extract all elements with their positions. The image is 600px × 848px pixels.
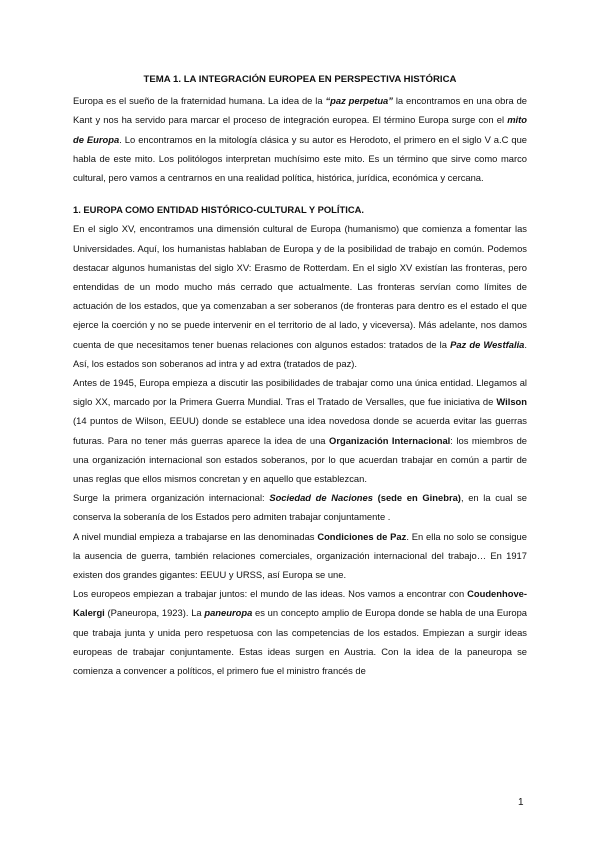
p1-paz-de-westfalia: Paz de Westfalia — [450, 338, 525, 350]
p2-wilson: Wilson — [496, 396, 527, 408]
p5-paneuropa: paneuropa — [204, 607, 253, 619]
p5-text-1: Los europeos empiezan a trabajar juntos: el mundo de las ideas. Nos vamos a encontrar con — [73, 588, 468, 600]
p3-sede-ginebra: (sede en Ginebra) — [377, 492, 461, 504]
p4-text-3: . En ella no solo se consigue la ausencia de guerra, también relaciones comerciales, organización internacional del trabajo… En 1917 existen dos grandes gigantes: EEUU y URSS, así Europa se une. — [73, 530, 527, 581]
section-heading: 1. EUROPA COMO ENTIDAD HISTÓRICO-CULTURAL Y POLÍTICA. — [73, 204, 364, 216]
paragraph-sociedad-naciones — [73, 488, 527, 526]
p5-text-5: es un concepto amplio de Europa donde se habla de una Europa que trabaja junta y unida pero respetuosa con las competencias de los estados. Empiezan a surgir ideas europeas de trabajar conjuntamente. Estas ideas surgen en Austria. Con la idea de la paneuropa se comienza a convencer a políticos, el primero fue el ministro francés de — [73, 607, 527, 677]
intro-paragraph — [73, 91, 527, 187]
paragraph-condiciones-paz — [73, 527, 527, 585]
paragraph-paneuropa — [73, 584, 527, 680]
p3-sociedad-de-naciones: Sociedad de Naciones — [269, 492, 373, 504]
intro-mito-de-europa: mito de Europa — [73, 114, 527, 145]
p2-text-5: : los miembros de una organización internacional son estados soberanos, por lo que acuerdan trabajar en común a partir de unas reglas que ellos mismos concretan y en aquello que establezcan. — [73, 434, 528, 485]
intro-text-1: Europa es el sueño de la fraternidad humana. La idea de la — [73, 95, 326, 107]
p2-text-1: Antes de 1945, Europa empieza a discutir las posibilidades de trabajar como una única entidad. Llegamos al siglo XX, marcado por la Primera Guerra Mundial. Tras el Tratado de Versalles, que fue iniciativa de — [73, 377, 527, 408]
p3-text-1: Surge la primera organización internacional: — [73, 492, 270, 504]
p2-text-3: (14 puntos de Wilson, EEUU) donde se establece una idea novedosa donde se acuerda evitar las guerras futuras. Para no tener más guerras aparece la idea de una — [73, 415, 527, 446]
p1-text-3: . Así, los estados son soberanos ad intra y ad extra (tratados de paz). — [73, 338, 527, 369]
paragraph-1945 — [73, 373, 527, 488]
paragraph-humanismo — [73, 219, 527, 373]
p4-condiciones-de-paz: Condiciones de Paz — [317, 530, 407, 542]
intro-text-5: . Lo encontramos en la mitología clásica y su autor es Herodoto, el primero en el siglo V a.C que habla de este mito. Los politólogos interpretan muchísimo este mito. Es un término que sirve como marco cultural, pero vamos a centrarnos en una realidad política, histórica, jurídica, económica y cercana. — [73, 133, 528, 184]
p1-text-1: En el siglo XV, encontramos una dimensión cultural de Europa (humanismo) que comienza a fomentar las Universidades. Aquí, los humanistas hablaban de Europa y de la posibilidad de trabajo en común. Podemos destacar algunos humanistas del siglo XV: Erasmo de Rotterdam. En el siglo XV existían las fronteras, pero entendidas de un modo mucho más cerrado que actualmente. Las fronteras servían como límites de actuación de los estados, que ya comenzaban a ser soberanos (de fronteras para dentro es el estado el que ejerce la coerción y no se puede intervenir en el territorio de al lado, y viceversa). Más adelante, nos damos cuenta de que necesitamos tener buenas relaciones con algunos estados: tratados de la — [73, 223, 527, 350]
intro-paz-perpetua: “paz perpetua” — [325, 95, 393, 107]
intro-text-3: la encontramos en una obra de Kant y nos ha servido para marcar el proceso de integración europea. El término Europa surge con el — [73, 95, 527, 126]
document-body — [73, 70, 527, 680]
document-title: TEMA 1. LA INTEGRACIÓN EUROPEA EN PERSPECTIVA HISTÓRICA — [143, 74, 457, 85]
p4-text-1: A nivel mundial empieza a trabajarse en las denominadas — [73, 530, 318, 542]
p5-coudenhove-kalergi: Coudenhove-Kalergi — [73, 588, 527, 619]
p2-organizacion-internacional: Organización Internacional — [329, 434, 451, 446]
p5-text-3: (Paneuropa, 1923). La — [104, 607, 205, 619]
p3-text-5: , en la cual se conserva la soberanía de los Estados pero admiten trabajar conjuntamente . — [73, 492, 528, 523]
page-number: 1 — [518, 797, 524, 808]
